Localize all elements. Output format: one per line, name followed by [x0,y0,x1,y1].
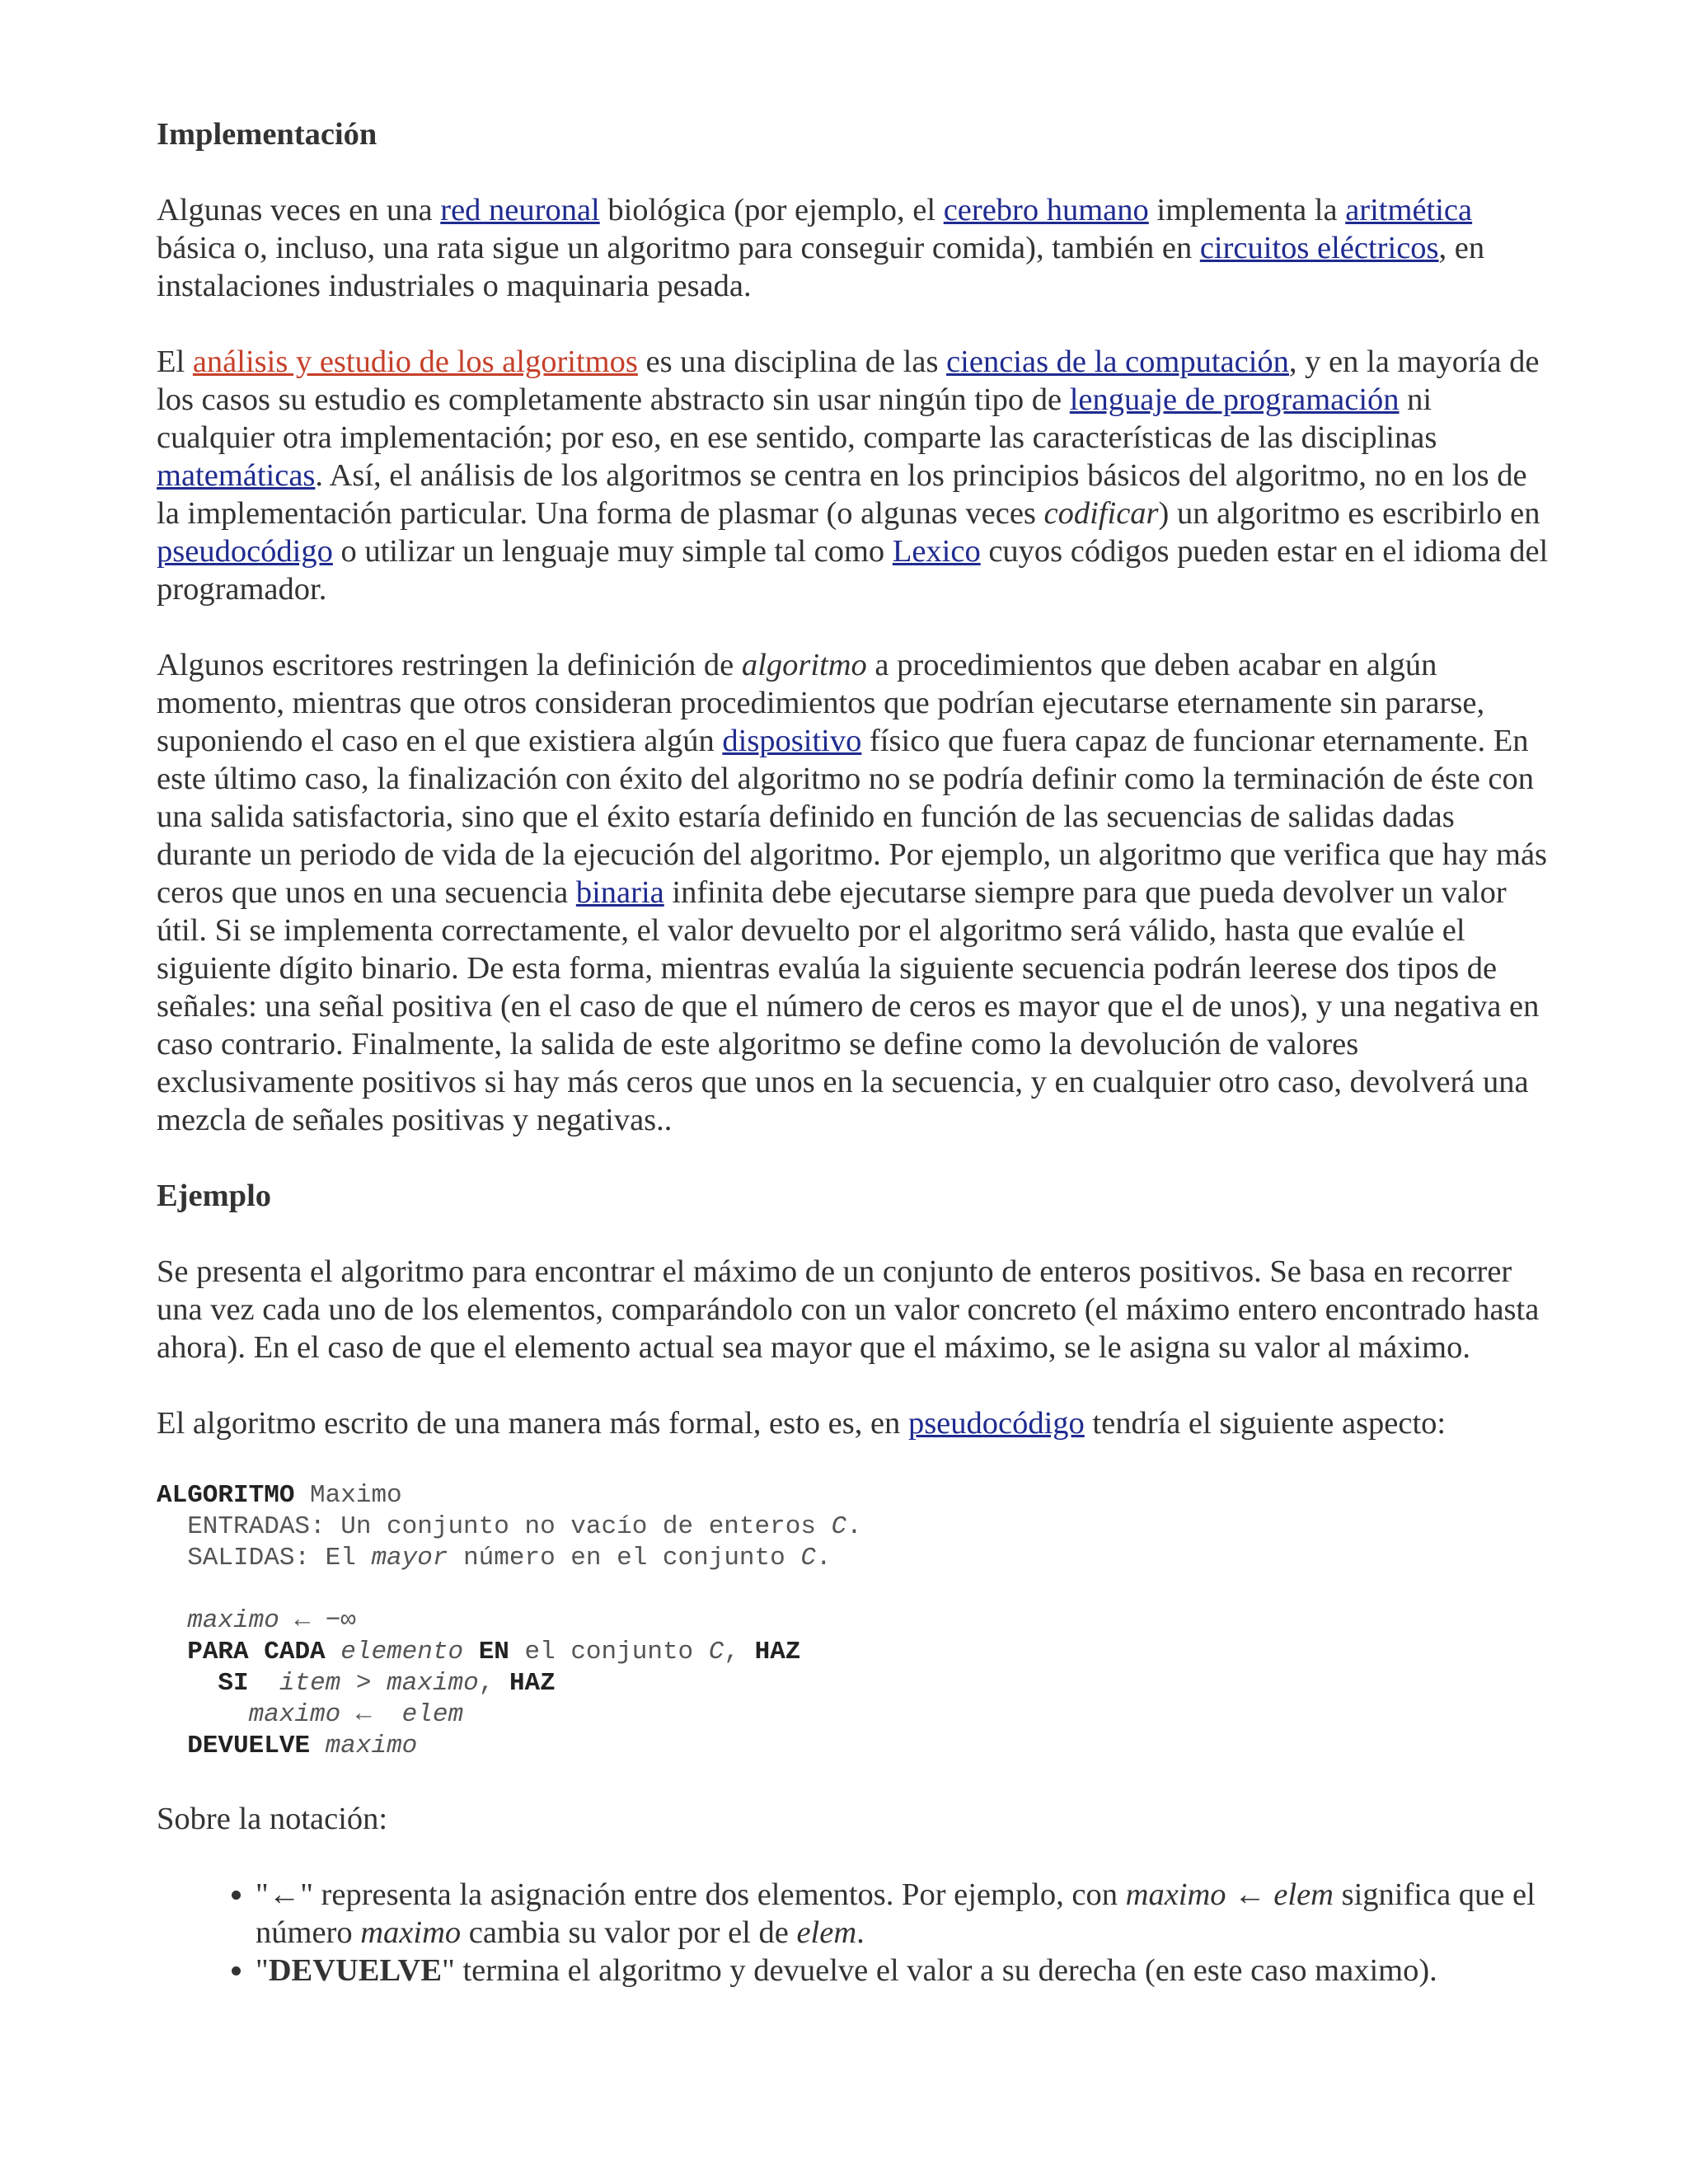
link-circuitos-electricos[interactable]: circuitos eléctricos [1199,231,1439,265]
keyword: PARA CADA [187,1638,326,1666]
text: físico que fuera capaz de funcionar eternamente. En este último caso, la finalización con éxito del algoritmo no se podría definir como la terminación de éste con una salida satisfactoria, sino que el éxito estaría definido en función de las secuencias de salidas dadas durante un periodo de vida de la ejecución del algoritmo. Por ejemplo, un algoritmo que verifica que hay más ceros que unos en una secuencia [157,724,1548,910]
emphasis: maximo ← elem [1125,1877,1334,1912]
pseudocode-block [157,1480,1550,1762]
keyword: DEVUELVE [187,1732,311,1760]
link-cerebro-humano[interactable]: cerebro humano [943,193,1149,227]
link-pseudocodigo-2[interactable]: pseudocódigo [907,1406,1085,1441]
section-heading-ejemplo: Ejemplo [157,1179,272,1213]
text: . [856,1915,865,1950]
keyword: HAZ [509,1669,556,1698]
code-text: ← [340,1700,402,1729]
section-heading-implementacion: Implementación [157,117,377,152]
code-var: maximo [248,1700,341,1729]
link-lenguaje-programacion[interactable]: lenguaje de programación [1069,382,1400,417]
keyword: HAZ [754,1638,801,1666]
text: cambia su valor por el de [461,1915,797,1950]
emphasis: algoritmo [741,648,867,682]
text: El algoritmo escrito de una manera más formal, esto es, en [157,1406,908,1441]
emphasis: codificar [1043,496,1159,531]
paragraph-implementacion-3 [157,646,1550,1139]
article-content [157,115,1550,1990]
text: , y en la mayoría de los casos su estudio es completamente abstracto sin usar ningún tipo de [157,344,1540,417]
notation-label: Sobre la notación: [157,1802,388,1836]
text: " [256,1953,269,1988]
code-var: C [831,1512,847,1541]
text: o utilizar un lenguaje muy simple tal como [332,534,893,569]
emphasis: elem [796,1915,857,1950]
code-text: > [340,1669,387,1698]
code-text: el conjunto [509,1638,709,1666]
text: ) un algoritmo es escribirlo en [1158,496,1540,531]
code-var: maximo [387,1669,479,1698]
paragraph-implementacion-1 [157,191,1550,305]
text: significa que el número [256,1877,1536,1950]
text: tendría el siguiente aspecto: [1084,1406,1447,1441]
strong-text: DEVUELVE [268,1953,443,1988]
link-dispositivo[interactable]: dispositivo [722,724,862,758]
link-binaria[interactable]: binaria [575,875,664,910]
code-var: C [708,1638,724,1666]
code-text: SALIDAS: El [157,1544,372,1572]
link-analisis-algoritmos[interactable]: análisis y estudio de los algoritmos [192,344,638,379]
text: cuyos códigos pueden estar en el idioma del programador. [157,534,1549,607]
text: a procedimientos que deben acabar en algún momento, mientras que otros consideran procedimientos que podrían ejecutarse eternamente sin pararse, suponiendo el caso en el que existiera algún [157,648,1485,758]
link-aritmetica[interactable]: aritmética [1345,193,1473,227]
code-var: C [800,1544,816,1572]
code-text: Maximo [294,1481,402,1510]
text: infinita debe ejecutarse siempre para que pueda devolver un valor útil. Si se implementa correctamente, el valor devuelto por el algoritmo será válido, hasta que evalúe el siguiente dígito binario. De esta forma, mientras evalúa la siguiente secuencia podrán leerese dos tipos de señales: una señal positiva (en el caso de que el número de ceros es mayor que el de unos), y una negativa en caso contrario. Finalmente, la salida de este algoritmo se define como la devolución de valores exclusivamente positivos si hay más ceros que unos en la secuencia, y en cualquier otro caso, devolverá una mezcla de señales positivas y negativas.. [157,875,1540,1137]
code-var: elemento [340,1638,464,1666]
code-text: ENTRADAS: Un conjunto no vacío de enteros [157,1512,832,1541]
text: El [157,344,193,379]
link-red-neuronal[interactable]: red neuronal [440,193,600,227]
link-ciencias-computacion[interactable]: ciencias de la computación [946,344,1289,379]
text: implementa la [1148,193,1346,227]
code-text: . [815,1544,832,1572]
text: "←" representa la asignación entre dos elementos. Por ejemplo, con [256,1877,1126,1912]
link-matematicas[interactable]: matemáticas [157,458,316,493]
text: básica o, incluso, una rata sigue un algoritmo para conseguir comida), también en [157,231,1200,265]
paragraph-ejemplo-1: Se presenta el algoritmo para encontrar el máximo de un conjunto de enteros positivos. Se basa en recorrer una vez cada uno de los elementos, comparándolo con un valor concreto (el máximo entero encontrado hasta ahora). En el caso de que el elemento actual sea mayor que el máximo, se le asigna su valor al máximo. [157,1254,1540,1365]
paragraph-implementacion-2 [157,343,1550,608]
notation-list [157,1876,1550,1990]
text: es una disciplina de las [637,344,947,379]
code-var: item [279,1669,341,1698]
code-text: número en el conjunto [448,1544,801,1572]
code-var: mayor [371,1544,448,1572]
code-var: maximo [187,1606,279,1635]
keyword: EN [478,1638,509,1666]
text: . Así, el análisis de los algoritmos se centra en los principios básicos del algoritmo, no en los de la implementación particular. Una forma de plasmar (o algunas veces [157,458,1527,531]
keyword: SI [218,1669,249,1698]
text: ni cualquier otra implementación; por eso, en ese sentido, comparte las características de las disciplinas [157,382,1437,455]
list-item [256,1876,1550,1952]
paragraph-ejemplo-2 [157,1404,1550,1442]
text: , en instalaciones industriales o maquinaria pesada. [157,231,1485,303]
list-item [256,1952,1550,1990]
code-var: maximo [325,1732,418,1760]
code-text: , [478,1669,509,1698]
text: Algunos escritores restringen la definición de [157,648,742,682]
text: Algunas veces en una [157,193,441,227]
link-lexico[interactable]: Lexico [892,534,981,569]
text: biológica (por ejemplo, el [599,193,944,227]
keyword: ALGORITMO [157,1481,295,1510]
link-pseudocodigo[interactable]: pseudocódigo [157,534,333,569]
code-text: . [846,1512,862,1541]
code-text: ← −∞ [279,1606,356,1635]
code-var: elem [401,1700,464,1729]
code-text: , [724,1638,755,1666]
text: " termina el algoritmo y devuelve el valor a su derecha (en este caso maximo). [442,1953,1437,1988]
emphasis: maximo [360,1915,462,1950]
